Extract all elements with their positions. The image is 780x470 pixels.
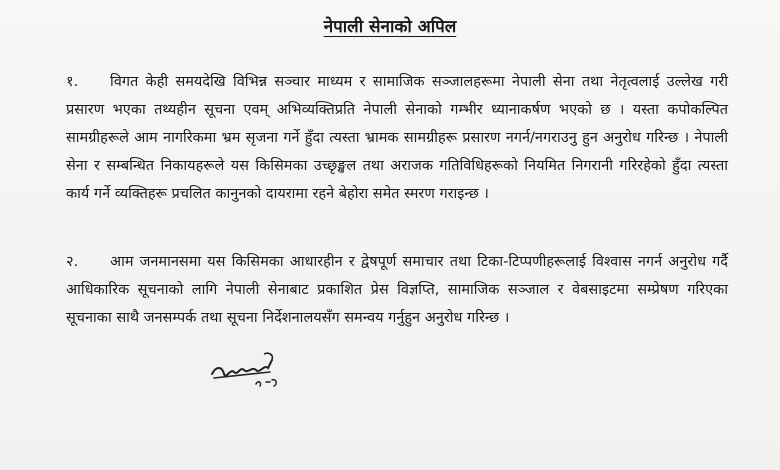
paragraph-1-number: १.	[66, 74, 79, 90]
paragraph-2-text: आम जनमानसमा यस किसिमका आधारहीन र द्वेषपूर्ण समाचार तथा टिका-टिप्पणीहरूलाई विश्वास नगर्न अनुरोध गर्दै आधिकारिक सूचनाको लागि नेपाली सेनाबाट प्रकाशित प्रेस विज्ञप्ति, सामाजिक सञ्जाल र वेबसाइटमा सम्प्रेषण गरिएका सूचनाका साथै जनसम्पर्क तथा सूचना निर्देशनालयसँग समन्वय गर्नुहुन अनुरोध गरिन्छ ।	[66, 254, 728, 326]
handwritten-signature	[208, 348, 288, 392]
paragraph-1-text: विगत केही समयदेखि विभिन्न सञ्चार माध्यम र सामाजिक सञ्जालहरूमा नेपाली सेना तथा नेतृत्वलाई उल्लेख गरी प्रसारण भएका तथ्यहीन सूचना एवम् अभिव्यक्तिप्रति नेपाली सेनाको गम्भीर ध्यानाकर्षण भएको छ । यस्ता कपोकल्पित सामग्रीहरूले आम नागरिकमा भ्रम सृजना गर्ने हुँदा त्यस्ता भ्रामक सामग्रीहरू प्रसारण नगर्न/नगराउनु हुन अनुरोध गरिन्छ । नेपाली सेना र सम्बन्धित निकायहरूले यस किसिमका उच्छृङ्खल तथा अराजक गतिविधिहरूको नियमित निगरानी गरिरहेको हुँदा त्यस्ता कार्य गर्ने व्यक्तिहरू प्रचलित कानुनको दायरामा रहने बेहोरा समेत स्मरण गराइन्छ ।	[66, 74, 728, 202]
document-title-text: नेपाली सेनाको अपिल	[323, 17, 457, 37]
paragraph-2-number: २.	[66, 254, 79, 270]
document-title	[0, 14, 780, 37]
paragraph-2	[66, 248, 728, 332]
paragraph-1	[66, 68, 728, 208]
